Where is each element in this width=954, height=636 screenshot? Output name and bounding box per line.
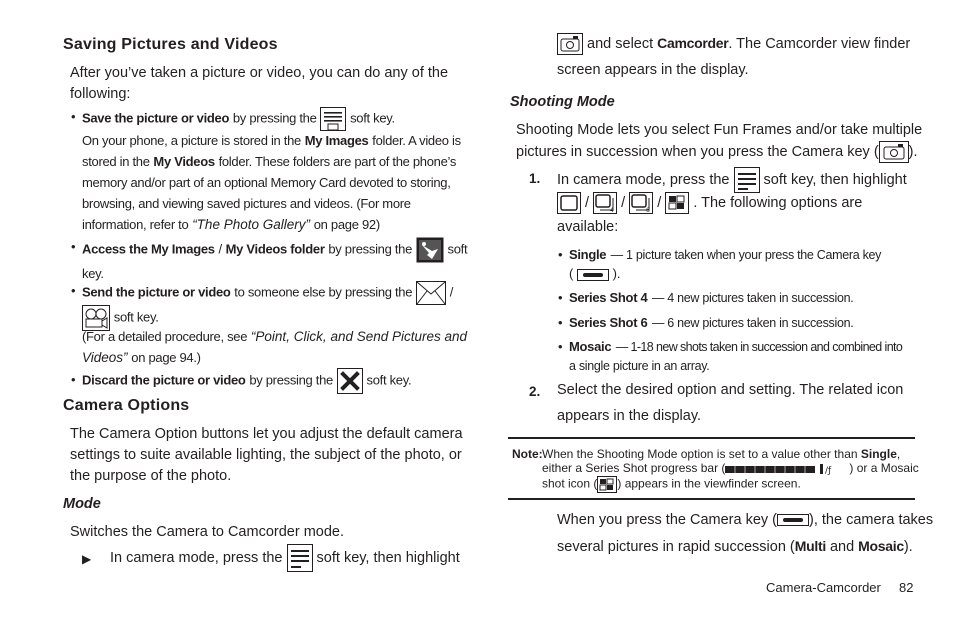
series-shot-6-icon [629,192,653,214]
discard-x-softkey-icon [337,368,363,394]
mode-step: In camera mode, press the soft key, then highlight [110,544,460,572]
save-description: On your phone, a picture is stored in the My Images folder. A video is stored in the My Videos folder. These folders are part of the phone’s memory and/or part of an optional Memory Card devoted to storing, browsing, and viewing saved pictures and videos. (For more information, refer to “The Photo Gallery” on page 92) [82,133,461,232]
step1-line3: available: [557,219,619,235]
bullet-dot: • [71,283,76,298]
note-label: Note: [512,447,543,461]
step2-line2: appears in the display. [557,408,702,424]
heading-saving-pictures: Saving Pictures and Videos [63,36,278,53]
mosaic-shot-icon [665,192,689,214]
single-shot-icon [557,192,581,214]
series-progress-bar-icon [725,463,849,475]
option-single-line2: ( ). [569,266,621,281]
camera-mode-icon [557,33,583,55]
heading-shooting-mode: Shooting Mode [510,94,615,110]
mode-paragraph: Switches the Camera to Camcorder mode. [70,524,344,540]
menu-softkey-icon [287,544,313,572]
camcorder-continuation-2: screen appears in the display. [557,62,749,78]
option-series-6: Series Shot 6 — 6 new pictures taken in succession. [569,315,854,330]
bullet-save: Save the picture or video by pressing the soft key. [82,107,395,131]
bullet-dot: • [558,315,563,330]
bullet-dot: • [71,109,76,124]
send-description: (For a detailed procedure, see “Point, Click, and Send Pictures and Videos” on page 94.) [82,329,468,365]
step1-number: 1. [529,171,541,186]
menu-softkey-icon [734,167,760,193]
bullet-dot: • [71,239,76,254]
footer-section: Camera-Camcorder [766,580,881,595]
step2-line1: Select the desired option and setting. The related icon [557,382,904,398]
note-top-rule [508,437,915,439]
option-mosaic-line2: a single picture in an array. [569,359,710,373]
step2-number: 2. [529,384,541,399]
bullet-dot: • [558,339,563,354]
shooting-paragraph-line2: pictures in succession when you press the Camera key ( ). [516,141,918,163]
step1-line1: In camera mode, press the soft key, then highlight [557,167,907,193]
final-line2: several pictures in rapid succession (Multi and Mosaic). [557,538,913,555]
heading-mode: Mode [63,496,101,512]
option-single: Single — 1 picture taken when your press the Camera key [569,247,882,262]
note-line1: When the Shooting Mode option is set to a value other than Single, [542,447,901,461]
final-line1: When you press the Camera key ( ), the camera takes [557,512,934,528]
camera-key-small-icon [577,269,609,281]
save-softkey-icon [320,107,346,131]
note-line2: either a Series Shot progress bar ( /ƒ ) or a Mosaic [542,461,919,475]
bullet-dot: • [558,290,563,305]
gallery-softkey-icon [416,237,444,263]
camera-key-small-icon [777,514,809,526]
bullet-dot: • [71,372,76,387]
bullet-send: Send the picture or video to someone else by pressing the / soft key. [82,281,477,331]
step1-line2: / 4 / 6 / . The following options are [557,192,862,214]
envelope-softkey-icon [416,281,446,305]
note-line3: shot icon ( ) appears in the viewfinder screen. [542,476,801,493]
camera-key-icon [879,141,909,163]
option-mosaic: Mosaic — 1-18 new shots taken in succession and combined into [569,339,903,354]
note-bottom-rule [508,498,915,500]
bullet-discard: Discard the picture or video by pressing the soft key. [82,368,411,394]
svg-text:4: 4 [610,207,614,214]
bullet-access-folder: Access the My Images / My Videos folder by pressing the soft key. [82,237,477,284]
footer-page-number: 82 [899,580,914,595]
intro-paragraph: After you’ve taken a picture or video, you can do any of the following: [70,65,449,102]
camcorder-continuation: and select Camcorder. The Camcorder view finder [557,33,910,55]
arrow-bullet-icon: ▶ [82,552,92,566]
heading-camera-options: Camera Options [63,397,190,414]
shooting-paragraph-line1: Shooting Mode lets you select Fun Frames and/or take multiple [516,122,923,138]
option-series-4: Series Shot 4 — 4 new pictures taken in succession. [569,290,854,305]
series-shot-4-icon [593,192,617,214]
svg-text:6: 6 [646,207,651,214]
bullet-dot: • [558,247,563,262]
camera-options-paragraph: The Camera Option buttons let you adjust the default camera settings to suite available lighting, the subject of the photo, or the purpose of the photo. [70,426,463,484]
svg-text:/ƒ: /ƒ [825,465,832,475]
mosaic-shot-small-icon [597,476,617,493]
